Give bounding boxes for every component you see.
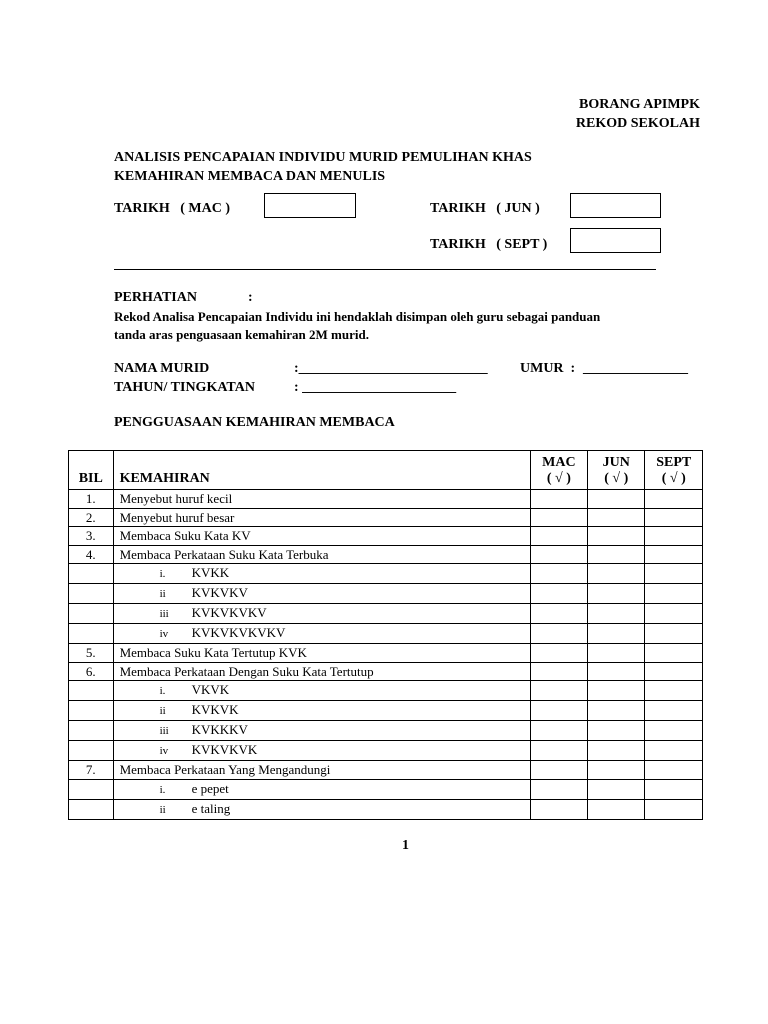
table-row <box>69 624 703 644</box>
row-skill-label: VKVK <box>191 682 230 697</box>
header-jun-mark: ( √ ) <box>604 471 629 486</box>
check-cell-sept[interactable] <box>645 761 703 780</box>
row-roman-numeral: ii <box>159 588 166 600</box>
check-cell-sept[interactable] <box>645 799 703 819</box>
check-cell-sept[interactable] <box>645 527 703 546</box>
row-bil <box>69 624 114 644</box>
row-skill: Membaca Suku Kata Tertutup KVK <box>113 644 530 663</box>
check-cell-mac[interactable] <box>530 779 587 799</box>
student-name-field[interactable]: :___________________________ <box>294 361 488 376</box>
check-cell-jun[interactable] <box>588 564 645 584</box>
date-mac-field[interactable] <box>264 193 356 218</box>
row-skill <box>113 681 530 701</box>
check-cell-jun[interactable] <box>588 761 645 780</box>
student-age-field[interactable]: _______________ <box>583 361 688 376</box>
check-cell-jun[interactable] <box>588 508 645 527</box>
table-row <box>69 662 703 681</box>
check-cell-jun[interactable] <box>588 779 645 799</box>
check-cell-sept[interactable] <box>645 681 703 701</box>
table-row <box>69 701 703 721</box>
row-bil <box>69 701 114 721</box>
row-bil: 4. <box>69 545 114 564</box>
row-skill-label: KVKVKVKVKV <box>191 625 286 640</box>
row-skill: Membaca Perkataan Dengan Suku Kata Tertutup <box>113 662 530 681</box>
date-mac-label: TARIKH ( MAC ) <box>114 201 231 216</box>
check-cell-mac[interactable] <box>530 761 587 780</box>
check-cell-jun[interactable] <box>588 681 645 701</box>
title-line-2: KEMAHIRAN MEMBACA DAN MENULIS <box>114 169 386 184</box>
row-bil <box>69 721 114 741</box>
check-cell-sept[interactable] <box>645 490 703 509</box>
notice-colon: : <box>248 290 253 305</box>
table-row <box>69 741 703 761</box>
date-sept-label: TARIKH ( SEPT ) <box>430 237 548 252</box>
student-age-label: UMUR : <box>520 361 576 376</box>
check-cell-jun[interactable] <box>588 545 645 564</box>
row-bil: 1. <box>69 490 114 509</box>
row-skill <box>113 799 530 819</box>
check-cell-mac[interactable] <box>530 490 587 509</box>
table-row <box>69 799 703 819</box>
check-cell-jun[interactable] <box>588 604 645 624</box>
check-cell-jun[interactable] <box>588 662 645 681</box>
row-bil: 7. <box>69 761 114 780</box>
check-cell-mac[interactable] <box>530 799 587 819</box>
page-number: 1 <box>402 838 409 853</box>
check-cell-jun[interactable] <box>588 721 645 741</box>
row-bil: 3. <box>69 527 114 546</box>
check-cell-sept[interactable] <box>645 701 703 721</box>
date-jun-label: TARIKH ( JUN ) <box>430 201 540 216</box>
notice-text <box>114 308 600 344</box>
row-skill-label: KVKKKV <box>191 722 248 737</box>
row-skill <box>113 604 530 624</box>
notice-label: PERHATIAN <box>114 290 197 305</box>
check-cell-jun[interactable] <box>588 490 645 509</box>
date-jun-field[interactable] <box>570 193 661 218</box>
row-roman-numeral: ii <box>159 803 166 816</box>
row-roman-numeral: iv <box>159 628 169 640</box>
check-cell-sept[interactable] <box>645 584 703 604</box>
check-cell-sept[interactable] <box>645 741 703 761</box>
row-skill <box>113 624 530 644</box>
form-header <box>576 95 700 133</box>
table-row <box>69 779 703 799</box>
row-skill <box>113 741 530 761</box>
header-sept-mark: ( √ ) <box>661 471 686 486</box>
check-cell-jun[interactable] <box>588 527 645 546</box>
check-cell-jun[interactable] <box>588 584 645 604</box>
record-label: REKOD SEKOLAH <box>575 116 700 131</box>
header-kemahiran: KEMAHIRAN <box>113 451 530 490</box>
row-skill-label: KVKVKV <box>191 585 248 600</box>
reading-skills-table <box>68 450 703 820</box>
check-cell-sept[interactable] <box>645 779 703 799</box>
document-title <box>114 148 532 186</box>
header-mac-label: MAC <box>542 455 576 470</box>
check-cell-mac[interactable] <box>530 681 587 701</box>
check-cell-sept[interactable] <box>645 721 703 741</box>
notice-text-line-1: Rekod Analisa Pencapaian Individu ini hendaklah disimpan oleh guru sebagai panduan <box>114 309 601 324</box>
check-cell-mac[interactable] <box>530 624 587 644</box>
row-skill: Membaca Perkataan Suku Kata Terbuka <box>113 545 530 564</box>
check-cell-mac[interactable] <box>530 662 587 681</box>
row-skill <box>113 779 530 799</box>
row-bil: 6. <box>69 662 114 681</box>
check-cell-mac[interactable] <box>530 584 587 604</box>
header-jun <box>588 451 645 490</box>
student-year-label: TAHUN/ TINGKATAN <box>114 380 255 395</box>
row-roman-numeral: iv <box>159 745 169 757</box>
table-row <box>69 604 703 624</box>
header-jun-label: JUN <box>602 455 630 470</box>
header-sept-label: SEPT <box>656 455 692 470</box>
row-bil: 2. <box>69 508 114 527</box>
check-cell-sept[interactable] <box>645 564 703 584</box>
table-row <box>69 564 703 584</box>
row-skill: Membaca Suku Kata KV <box>113 527 530 546</box>
table-row <box>69 527 703 546</box>
row-skill <box>113 564 530 584</box>
section-title: PENGGUASAAN KEMAHIRAN MEMBACA <box>114 415 395 430</box>
table-row <box>69 490 703 509</box>
table-row <box>69 644 703 663</box>
row-bil <box>69 681 114 701</box>
check-cell-mac[interactable] <box>530 527 587 546</box>
header-mac-mark: ( √ ) <box>546 471 571 486</box>
table-row <box>69 721 703 741</box>
title-line-1: ANALISIS PENCAPAIAN INDIVIDU MURID PEMULIHAN KHAS <box>114 150 532 165</box>
check-cell-mac[interactable] <box>530 545 587 564</box>
check-cell-mac[interactable] <box>530 741 587 761</box>
row-bil <box>69 564 114 584</box>
row-roman-numeral: iii <box>159 725 169 737</box>
check-cell-mac[interactable] <box>530 701 587 721</box>
row-bil <box>69 604 114 624</box>
row-roman-numeral: i. <box>159 685 166 697</box>
row-bil: 5. <box>69 644 114 663</box>
row-skill: Menyebut huruf besar <box>113 508 530 527</box>
check-cell-jun[interactable] <box>588 799 645 819</box>
row-skill-label: KVKVK <box>191 702 239 717</box>
row-skill-label: KVKVKVK <box>191 742 258 757</box>
check-cell-mac[interactable] <box>530 564 587 584</box>
check-cell-jun[interactable] <box>588 624 645 644</box>
check-cell-jun[interactable] <box>588 741 645 761</box>
row-bil <box>69 584 114 604</box>
row-bil <box>69 779 114 799</box>
check-cell-mac[interactable] <box>530 721 587 741</box>
check-cell-mac[interactable] <box>530 604 587 624</box>
row-skill-label: e taling <box>191 800 231 816</box>
row-roman-numeral: iii <box>159 608 169 620</box>
row-skill-label: KVKK <box>191 565 230 580</box>
notice-text-line-2: tanda aras penguasaan kemahiran 2M murid. <box>114 327 369 342</box>
table-row <box>69 761 703 780</box>
row-skill <box>113 701 530 721</box>
check-cell-sept[interactable] <box>645 662 703 681</box>
check-cell-jun[interactable] <box>588 644 645 663</box>
check-cell-sept[interactable] <box>645 508 703 527</box>
table-row <box>69 545 703 564</box>
separator-line <box>114 269 656 270</box>
table-row <box>69 584 703 604</box>
row-skill <box>113 721 530 741</box>
header-bil: BIL <box>69 451 114 490</box>
student-name-label: NAMA MURID <box>114 361 210 376</box>
header-sept <box>645 451 703 490</box>
row-skill: Membaca Perkataan Yang Mengandungi <box>113 761 530 780</box>
table-row <box>69 681 703 701</box>
row-skill: Menyebut huruf kecil <box>113 490 530 509</box>
date-sept-field[interactable] <box>570 228 661 253</box>
check-cell-sept[interactable] <box>645 604 703 624</box>
check-cell-sept[interactable] <box>645 644 703 663</box>
table-row <box>69 508 703 527</box>
form-code: BORANG APIMPK <box>579 97 700 112</box>
check-cell-mac[interactable] <box>530 508 587 527</box>
check-cell-sept[interactable] <box>645 545 703 564</box>
row-skill <box>113 584 530 604</box>
row-roman-numeral: i. <box>159 568 166 580</box>
row-roman-numeral: ii <box>159 705 166 717</box>
row-skill-label: KVKVKVKV <box>191 605 267 620</box>
row-bil <box>69 741 114 761</box>
row-bil <box>69 799 114 819</box>
row-roman-numeral: i. <box>159 783 166 796</box>
header-mac <box>530 451 587 490</box>
check-cell-sept[interactable] <box>645 624 703 644</box>
table-header-row <box>69 451 703 490</box>
check-cell-mac[interactable] <box>530 644 587 663</box>
check-cell-jun[interactable] <box>588 701 645 721</box>
row-skill-label: e pepet <box>191 780 229 796</box>
student-year-field[interactable]: : ______________________ <box>294 380 457 395</box>
